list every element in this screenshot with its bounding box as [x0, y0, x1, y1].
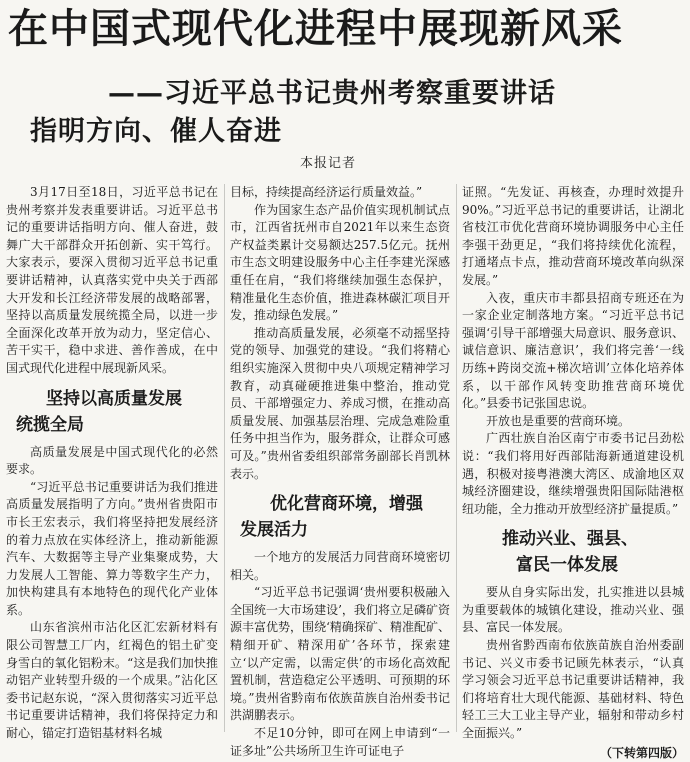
paragraph: 3月17日至18日，习近平总书记在贵州考察并发表重要讲话。习近平总书记的重要讲话指明方向、催人奋进，鼓舞广大干部群众开拓创新、实干笃行。大家表示，要深入贯彻习近平总书记重要讲话精神，认真落实党中央关于西部大开发和长江经济带发展的战略部署，坚持以高质量发展统揽全局，以进一步全面深化改革开放为动力，坚定信心、苦干实干，稳中求进、善作善成，在中国式现代化进程中展现新风采。: [6, 185, 218, 375]
section-heading-line: 坚持以高质量发展: [46, 388, 182, 409]
subtitle: ——习近平总书记贵州考察重要讲话: [108, 78, 556, 109]
section-heading-line: 发展活力: [240, 520, 308, 541]
quote-attribution: 广西壮族自治区南宁市委书记吕劲松说：: [462, 431, 684, 463]
paragraph: 入夜，重庆市丰都县招商专班还在为一家企业定制落地方案。“习近平总书记强调‘引导干部增强大局意识、服务意识、诚信意识、廉洁意识’，我们将完善‘一线历练+跨岗交流+梯次培训’立体化培养体系，以干部作风转变助推营商环境优化。”县委书记张国忠说。: [462, 290, 684, 411]
paragraph: 作为国家生态产品价值实现机制试点市，江西省抚州市自2021年以来生态资产权益类累计交易额达257.5亿元。抚州市生态文明建设服务中心主任李建光深感重任在肩，“我们将继续加强生态保护，精准量化生态价值，推进森林碳汇项目开发，推动绿色发展。”: [230, 202, 450, 323]
column-divider: [456, 184, 457, 732]
paragraph: 山东省滨州市沾化区汇宏新材料有限公司智慧工厂内，红褐色的铝土矿变身雪白的氧化铝粉末。“这是我们加快推动铝产业转型升级的一个成果。”沾化区委书记赵东说，“深入贯彻落实习近平总书记重要讲话精神，我们将保持定力和耐心，锚定打造铝基材料名城: [6, 620, 218, 741]
section-heading-line: 富民一体发展: [516, 555, 618, 576]
column-divider: [224, 184, 225, 732]
paragraph: 贵州省黔西南布依族苗族自治州委副书记、兴义市委书记顾先林表示，“认真学习领会习近平总书记重要讲话精神，我们将培育壮大现代能源、基础材料、特色轻工三大工业主导产业，辐射和带动乡村全面振兴。”: [462, 638, 684, 741]
section-heading: [6, 386, 218, 438]
section-heading: [230, 491, 450, 543]
paragraph: 一个地方的发展活力同营商环境密切相关。: [230, 550, 450, 582]
paragraph: 要从自身实际出发，扎实推进以县城为重要载体的城镇化建设，推动兴业、强县、富民一体发展。: [462, 585, 684, 635]
byline: 本报记者: [300, 156, 357, 171]
section-heading: [462, 526, 684, 578]
paragraph: 开放也是重要的营商环境。: [486, 413, 631, 428]
section-heading-line: 统揽全局: [16, 414, 84, 435]
article-column-3: [462, 184, 684, 760]
headline: 在中国式现代化进程中展现新风采: [8, 6, 623, 52]
paragraph: 证照。“先发证、再核查，办理时效提升90%。”习近平总书记的重要讲话，让湖北省枝江市优化营商环境协调服务中心主任李强干劲更足，“我们将持续优化流程，打通堵点卡点，推动营商环境改革向纵深发展。”: [462, 185, 684, 287]
paragraph: 推动高质量发展，必须毫不动摇坚持党的领导、加强党的建设。“我们将精心组织实施深入贯彻中央八项规定精神学习教育，动真碰硬推进集中整治，推动党员、干部增强定力、养成习惯，在推动高质量发展、加强基层治理、完成急难险重任务中担当作为，服务群众，让群众可感可及。”贵州省委组织部常务副部长肖凯林表示。: [230, 325, 450, 481]
continued-on-page-4[interactable]: （下转第四版）: [599, 745, 684, 760]
quote-text: “我们将用好西部陆海新通道建设机遇，积极对接粤港澳大湾区、成渝地区双城经济圈建设，继续增强贵阳国际陆港枢纽功能，全力推动开放型经济扩量提质。”: [462, 448, 684, 516]
paragraph: 不足10分钟，即可在网上申请到“一证多址”公共场所卫生许可证电子: [230, 726, 450, 758]
paragraph: 高质量发展是中国式现代化的必然要求。: [6, 444, 218, 477]
paragraph: 目标，持续提高经济运行质量效益。”: [230, 185, 423, 199]
article-column-2: [230, 184, 450, 758]
paragraph: “习近平总书记重要讲话为我们推进高质量发展指明了方向。”贵州省贵阳市市长王宏表示，我们将坚持把发展经济的着力点放在实体经济上，推动新能源汽车、大数据等主导产业集聚成势，大力发展人工智能、算力等数字生产力，加快构建具有本地特色的现代化产业体系。: [6, 479, 218, 617]
paragraph: [462, 430, 684, 518]
section-heading-line: 推动兴业、强县、: [502, 529, 638, 550]
paragraph: “习近平总书记强调‘贵州要积极融入全国统一大市场建设’，我们将立足磷矿资源丰富优势，围绕‘精确探矿、精准配矿、精细开矿、精深用矿’各环节，探索建立‘以产定需，以需定供’的市场化高效配置机制，营造稳定公平透明、可预期的环境。”贵州省黔南布依族苗族自治州委书记洪湖鹏表示。: [230, 585, 450, 723]
article-column-1: [6, 184, 218, 741]
deck: 指明方向、催人奋进: [30, 116, 282, 147]
section-heading-line: 优化营商环境，增强: [270, 494, 423, 515]
